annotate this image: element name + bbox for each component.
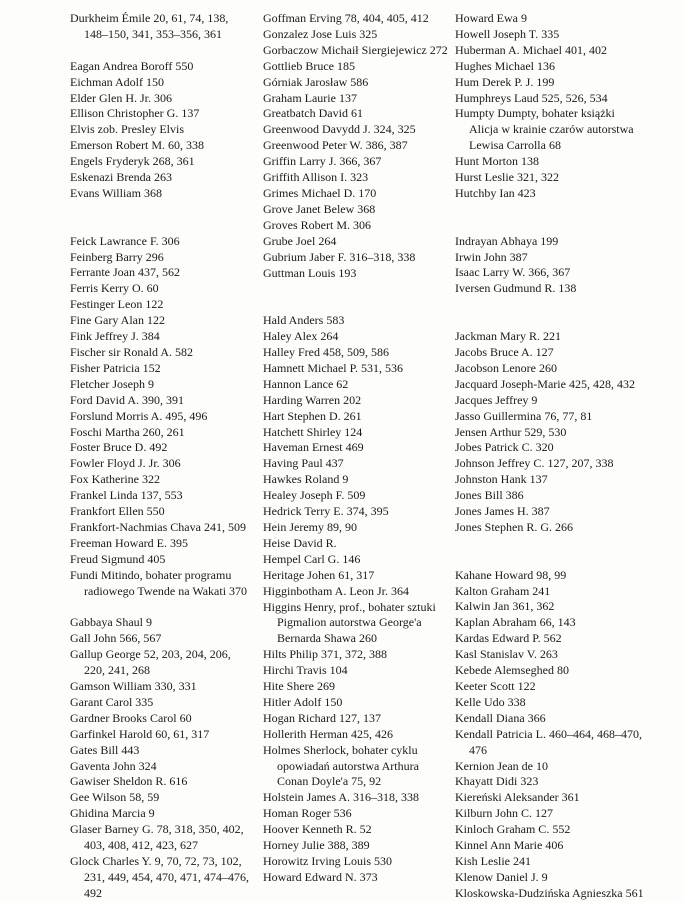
- index-entry: Gardner Brooks Carol 60: [70, 710, 192, 725]
- index-spacer: [455, 536, 645, 552]
- index-entry: Eskenazi Brenda 263: [70, 170, 172, 185]
- index-entry: Gawiser Sheldon R. 616: [70, 774, 188, 789]
- index-entry: Iversen Gudmund R. 138: [455, 281, 577, 296]
- index-spacer: [70, 202, 253, 218]
- index-entry: Hoover Kenneth R. 52: [263, 822, 372, 837]
- index-spacer: [263, 297, 446, 313]
- index-entry: Kalton Graham 241: [455, 583, 551, 598]
- index-entry: Gallup George 52, 203, 204, 206, 220, 241, 268: [70, 647, 231, 678]
- index-entry: Jacobs Bruce A. 127: [455, 344, 554, 359]
- index-entry: Keeter Scott 122: [455, 678, 536, 693]
- index-entry: Evans William 368: [70, 185, 162, 200]
- index-entry: Jones James H. 387: [455, 504, 550, 519]
- index-entry: Hitler Adolf 150: [263, 694, 343, 709]
- index-entry: Gall John 566, 567: [70, 631, 162, 646]
- index-entry: Kahane Howard 98, 99: [455, 567, 567, 582]
- index-entry: Jacquard Joseph-Marie 425, 428, 432: [455, 376, 635, 391]
- index-entry: Horowitz Irving Louis 530: [263, 854, 392, 868]
- index-entry: Emerson Robert M. 60, 338: [70, 138, 204, 153]
- index-spacer: [455, 218, 645, 234]
- index-entry: Hawkes Roland 9: [263, 472, 349, 487]
- index-entry: Elder Glen H. Jr. 306: [70, 90, 172, 105]
- index-entry: Groves Robert M. 306: [263, 217, 371, 232]
- index-column-3: [455, 11, 645, 902]
- index-entry: Homan Roger 536: [263, 806, 352, 821]
- index-entry: Heritage Johen 61, 317: [263, 567, 375, 582]
- index-entry: Kernion Jean de 10: [455, 758, 548, 773]
- index-entry: Gaventa John 324: [70, 758, 157, 773]
- index-entry: Howard Edward N. 373: [263, 869, 378, 884]
- index-entry: Jacobson Lenore 260: [455, 360, 557, 375]
- index-entry: Hum Derek P. J. 199: [455, 74, 555, 89]
- index-entry: Hatchett Shirley 124: [263, 424, 363, 439]
- index-entry: Feinberg Barry 296: [70, 249, 164, 264]
- index-entry: Haveman Ernest 469: [263, 440, 364, 455]
- index-spacer: [455, 297, 645, 313]
- index-entry: Holmes Sherlock, bohater cyklu opowiadań autorstwa Arthura Conan Doyle'a 75, 92: [263, 742, 419, 789]
- index-entry: Heise David R.: [263, 535, 337, 550]
- index-entry: Khayatt Didi 323: [455, 774, 539, 789]
- index-entry: Klenow Daniel J. 9: [455, 869, 548, 884]
- index-entry: Graham Laurie 137: [263, 90, 357, 105]
- index-entry: Frankfort Ellen 550: [70, 504, 165, 519]
- index-entry: Fowler Floyd J. Jr. 306: [70, 456, 181, 471]
- index-entry: Gonzalez Jose Luis 325: [263, 26, 378, 41]
- index-entry: Gottlieb Bruce 185: [263, 58, 355, 73]
- index-entry: Indrayan Abhaya 199: [455, 233, 559, 248]
- index-entry: Hunt Morton 138: [455, 154, 539, 169]
- index-entry: Greenwood Peter W. 386, 387: [263, 138, 408, 153]
- index-entry: Howell Joseph T. 335: [455, 26, 560, 41]
- index-entry: Kelle Udo 338: [455, 694, 526, 709]
- index-entry: Goffman Erving 78, 404, 405, 412: [263, 11, 429, 25]
- index-entry: Ellison Christopher G. 137: [70, 106, 200, 121]
- index-entry: Kilburn John C. 127: [455, 806, 554, 821]
- index-entry: Freeman Howard E. 395: [70, 535, 188, 550]
- index-entry: Griffith Allison I. 323: [263, 170, 369, 185]
- index-entry: Kardas Edward P. 562: [455, 631, 562, 646]
- index-entry: Higginbotham A. Leon Jr. 364: [263, 583, 409, 598]
- index-entry: Johnston Hank 137: [455, 472, 548, 487]
- index-entry: Kendall Patricia L. 460–464, 468–470, 476: [455, 726, 642, 757]
- index-entry: Fisher Patricia 152: [70, 360, 161, 375]
- index-entry: Fundi Mitindo, bohater programu radiowego Twende na Wakati 370: [70, 567, 248, 598]
- index-entry: Fletcher Joseph 9: [70, 376, 154, 391]
- index-entry: Foschi Martha 260, 261: [70, 424, 185, 439]
- index-entry: Hurst Leslie 321, 322: [455, 170, 559, 185]
- index-entry: Huberman A. Michael 401, 402: [455, 42, 607, 57]
- index-entry: Greatbatch David 61: [263, 106, 363, 121]
- index-entry: Gabbaya Shaul 9: [70, 615, 152, 630]
- index-entry: Kebede Alemseghed 80: [455, 663, 569, 678]
- index-entry: Grimes Michael D. 170: [263, 185, 377, 200]
- index-entry: Humphreys Laud 525, 526, 534: [455, 90, 608, 105]
- index-entry: Fine Gary Alan 122: [70, 313, 165, 328]
- index-entry: Garant Carol 335: [70, 694, 154, 709]
- index-entry: Hutchby Ian 423: [455, 185, 536, 200]
- index-entry: Higgins Henry, prof., bohater sztuki Pigmalion autorstwa George'a Bernarda Shawa 260: [263, 599, 436, 646]
- index-entry: Hughes Michael 136: [455, 58, 555, 73]
- index-column-2: [263, 11, 446, 886]
- index-entry: Hart Stephen D. 261: [263, 408, 362, 423]
- index-spacer: [263, 281, 446, 297]
- index-entry: Hamnett Michael P. 531, 536: [263, 360, 403, 375]
- index-entry: Ford David A. 390, 391: [70, 392, 184, 407]
- index-entry: Kasl Stanislav V. 263: [455, 647, 558, 662]
- index-entry: Jackman Mary R. 221: [455, 329, 561, 344]
- index-entry: Hannon Lance 62: [263, 376, 349, 391]
- index-entry: Gorbaczow Michaił Siergiejewicz 272: [263, 42, 448, 57]
- index-spacer: [70, 43, 253, 59]
- index-entry: Johnson Jeffrey C. 127, 207, 338: [455, 456, 614, 471]
- index-column-1: [70, 11, 253, 902]
- index-entry: Glock Charles Y. 9, 70, 72, 73, 102, 231, 449, 454, 470, 471, 474–476, 492: [70, 853, 249, 900]
- index-entry: Kendall Diana 366: [455, 710, 546, 725]
- index-entry: Ferrante Joan 437, 562: [70, 265, 180, 280]
- index-entry: Ghidina Marcia 9: [70, 806, 155, 821]
- index-entry: Jones Stephen R. G. 266: [455, 519, 573, 534]
- index-entry: Hilts Philip 371, 372, 388: [263, 647, 388, 662]
- index-entry: Frankfort-Nachmias Chava 241, 509: [70, 519, 246, 534]
- index-entry: Kinnel Ann Marie 406: [455, 838, 564, 853]
- index-entry: Kinloch Graham C. 552: [455, 822, 571, 837]
- index-entry: Horney Julie 388, 389: [263, 838, 370, 853]
- index-entry: Hein Jeremy 89, 90: [263, 519, 357, 534]
- index-entry: Griffin Larry J. 366, 367: [263, 154, 382, 169]
- index-entry: Kaplan Abraham 66, 143: [455, 615, 576, 630]
- index-entry: Frankel Linda 137, 553: [70, 488, 183, 503]
- index-entry: Halley Fred 458, 509, 586: [263, 345, 389, 359]
- index-entry: Isaac Larry W. 366, 367: [455, 265, 571, 280]
- index-entry: Elvis zob. Presley Elvis: [70, 122, 184, 137]
- index-entry: Grove Janet Belew 368: [263, 201, 376, 216]
- index-entry: Fischer sir Ronald A. 582: [70, 344, 193, 359]
- index-entry: Foster Bruce D. 492: [70, 440, 168, 455]
- index-spacer: [455, 202, 645, 218]
- index-entry: Feick Lawrance F. 306: [70, 233, 180, 248]
- index-entry: Freud Sigmund 405: [70, 551, 166, 566]
- index-entry: Jobes Patrick C. 320: [455, 440, 554, 455]
- index-entry: Howard Ewa 9: [455, 11, 527, 25]
- index-entry: Glaser Barney G. 78, 318, 350, 402, 403, 408, 412, 423, 627: [70, 822, 244, 853]
- index-entry: Haley Alex 264: [263, 329, 339, 344]
- index-spacer: [70, 218, 253, 234]
- index-entry: Festinger Leon 122: [70, 297, 164, 312]
- index-entry: Gates Bill 443: [70, 742, 140, 757]
- index-entry: Kish Leslie 241: [455, 853, 531, 868]
- index-entry: Hollerith Herman 425, 426: [263, 726, 393, 741]
- index-entry: Grube Joel 264: [263, 233, 337, 248]
- index-entry: Kiereński Aleksander 361: [455, 790, 580, 805]
- index-entry: Hogan Richard 127, 137: [263, 710, 381, 725]
- index-entry: Humpty Dumpty, bohater książki Alicja w krainie czarów autorstwa Lewisa Carrolla 68: [455, 106, 634, 153]
- index-entry: Górniak Jarosław 586: [263, 74, 369, 89]
- index-entry: Jensen Arthur 529, 530: [455, 424, 567, 439]
- index-entry: Harding Warren 202: [263, 392, 362, 407]
- index-entry: Eichman Adolf 150: [70, 74, 164, 89]
- index-entry: Garfinkel Harold 60, 61, 317: [70, 726, 210, 741]
- index-entry: Fox Katherine 322: [70, 472, 160, 487]
- index-entry: Engels Fryderyk 268, 361: [70, 154, 195, 169]
- index-entry: Eagan Andrea Boroff 550: [70, 58, 194, 73]
- index-entry: Ferris Kerry O. 60: [70, 281, 159, 296]
- index-spacer: [455, 313, 645, 329]
- index-entry: Gubrium Jaber F. 316–318, 338: [263, 249, 416, 264]
- index-entry: Forslund Morris A. 495, 496: [70, 408, 208, 423]
- index-entry: Gamson William 330, 331: [70, 679, 197, 693]
- index-entry: Guttman Louis 193: [263, 265, 357, 280]
- index-entry: Hite Shere 269: [263, 679, 335, 694]
- index-entry: Jones Bill 386: [455, 488, 524, 503]
- index-spacer: [70, 599, 253, 615]
- index-entry: Kalwin Jan 361, 362: [455, 599, 555, 614]
- index-entry: Hirchi Travis 104: [263, 663, 348, 678]
- index-entry: Greenwood Davydd J. 324, 325: [263, 122, 416, 137]
- index-spacer: [455, 552, 645, 568]
- index-entry: Irwin John 387: [455, 249, 528, 264]
- index-entry: Kloskowska-Dudzińska Agnieszka 561: [455, 885, 644, 900]
- index-entry: Healey Joseph F. 509: [263, 488, 366, 503]
- index-entry: Jacques Jeffrey 9: [455, 392, 538, 407]
- index-entry: Hempel Carl G. 146: [263, 551, 361, 566]
- index-entry: Fink Jeffrey J. 384: [70, 329, 160, 344]
- index-entry: Having Paul 437: [263, 456, 344, 471]
- index-entry: Durkheim Émile 20, 61, 74, 138, 148–150, 341, 353–356, 361: [70, 11, 229, 41]
- index-entry: Hedrick Terry E. 374, 395: [263, 504, 389, 519]
- index-entry: Hald Anders 583: [263, 313, 345, 328]
- index-entry: Jasso Guillermina 76, 77, 81: [455, 408, 593, 423]
- index-entry: Holstein James A. 316–318, 338: [263, 790, 419, 805]
- index-entry: Gee Wilson 58, 59: [70, 790, 160, 805]
